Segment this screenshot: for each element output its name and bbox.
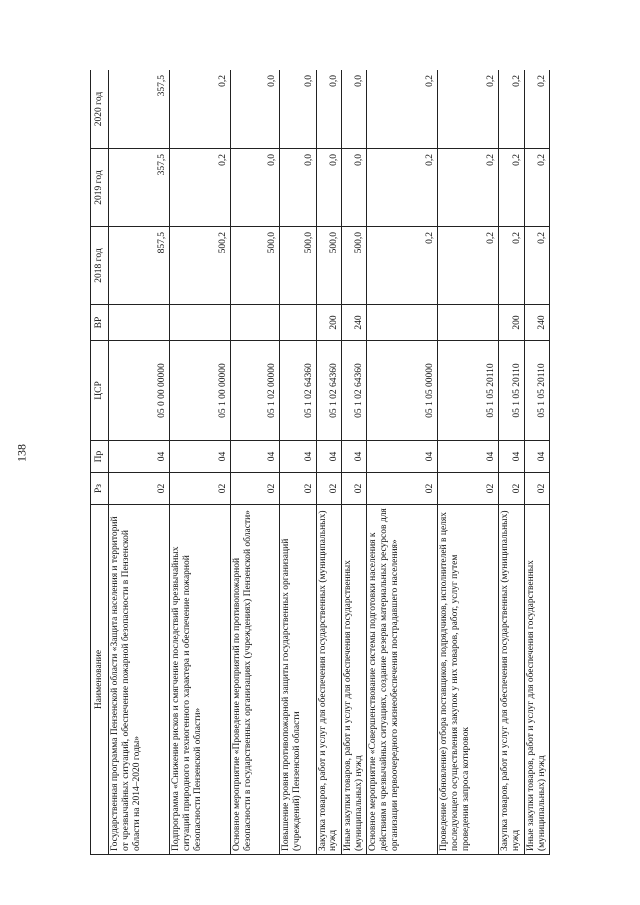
budget-table [90,70,550,855]
row-rz: 02 [499,473,524,505]
table-row [499,70,524,855]
row-name: Подпрограмма «Снижение рисков и смягчение последствий чрезвычайных ситуаций природного и техногенного характера и обеспечение пожарной безопасности Пензенской области» [170,505,231,855]
row-rz: 02 [109,473,170,505]
row-pr: 04 [170,441,231,473]
row-2020: 0,2 [524,70,549,149]
row-name: Основное мероприятие «Совершенствование системы подготовки населения к действиям в чрезвычайных ситуациях, создание резерва материальных ресурсов для организации первоочередного жизнеобеспечения пострадавшего населения» [367,505,438,855]
row-2020: 0,0 [279,70,316,149]
row-vr [367,305,438,341]
table-row [438,70,499,855]
row-vr [231,305,280,341]
row-2018: 0,2 [367,227,438,305]
row-csr: 05 1 02 64360 [279,341,316,441]
table-row [231,70,280,855]
row-2019: 357,5 [109,149,170,227]
row-2020: 0,0 [316,70,341,149]
row-2020: 0,0 [231,70,280,149]
table-row [341,70,366,855]
row-rz: 02 [279,473,316,505]
table-header-row [91,70,109,855]
header-2019: 2019 год [91,149,109,227]
row-csr: 05 1 05 20110 [499,341,524,441]
row-csr: 05 1 05 00000 [367,341,438,441]
row-name: Закупка товаров, работ и услуг для обеспечения государственных (муниципальных) нужд [499,505,524,855]
row-pr: 04 [231,441,280,473]
row-2019: 0,0 [341,149,366,227]
row-csr: 05 1 02 64360 [316,341,341,441]
row-pr: 04 [316,441,341,473]
row-2020: 357,5 [109,70,170,149]
row-pr: 04 [367,441,438,473]
row-name: Иные закупки товаров, работ и услуг для обеспечения государственных (муниципальных) нужд [524,505,549,855]
row-vr: 200 [316,305,341,341]
row-vr: 240 [524,305,549,341]
row-2018: 0,2 [499,227,524,305]
table-row [524,70,549,855]
row-csr: 05 0 00 00000 [109,341,170,441]
row-vr [109,305,170,341]
row-2019: 0,2 [170,149,231,227]
row-2018: 0,2 [438,227,499,305]
row-2019: 0,2 [524,149,549,227]
row-2018: 500,0 [316,227,341,305]
table-row [279,70,316,855]
row-2019: 0,2 [438,149,499,227]
page-number: 138 [14,443,29,462]
header-2018: 2018 год [91,227,109,305]
header-name: Наименование [91,505,109,855]
row-pr: 04 [499,441,524,473]
row-rz: 02 [170,473,231,505]
table-row [367,70,438,855]
row-rz: 02 [438,473,499,505]
row-pr: 04 [341,441,366,473]
page-number-area [0,0,44,905]
row-vr: 240 [341,305,366,341]
row-2019: 0,0 [316,149,341,227]
row-2020: 0,0 [341,70,366,149]
row-2020: 0,2 [438,70,499,149]
row-2019: 0,2 [499,149,524,227]
row-2018: 500,0 [279,227,316,305]
row-vr [438,305,499,341]
row-vr [279,305,316,341]
row-2020: 0,2 [499,70,524,149]
row-csr: 05 1 05 20110 [524,341,549,441]
row-rz: 02 [316,473,341,505]
row-pr: 04 [279,441,316,473]
row-pr: 04 [524,441,549,473]
row-2018: 857,5 [109,227,170,305]
row-2018: 0,2 [524,227,549,305]
header-rz: Рз [91,473,109,505]
row-csr: 05 1 02 64360 [341,341,366,441]
row-2019: 0,2 [367,149,438,227]
row-2019: 0,0 [279,149,316,227]
table-row [170,70,231,855]
row-rz: 02 [367,473,438,505]
row-name: Государственная программа Пензенской области «Защита населения и территорий от чрезвычайных ситуаций, обеспечение пожарной безопасности в Пензенской области на 2014–2020 годы» [109,505,170,855]
budget-table-area [90,70,550,855]
row-name: Повышение уровня противопожарной защиты государственных организаций (учреждений) Пензенской области [279,505,316,855]
row-pr: 04 [109,441,170,473]
header-vr: ВР [91,305,109,341]
row-name: Иные закупки товаров, работ и услуг для обеспечения государственных (муниципальных) нужд [341,505,366,855]
row-2020: 0,2 [170,70,231,149]
row-csr: 05 1 05 20110 [438,341,499,441]
row-rz: 02 [231,473,280,505]
row-vr [170,305,231,341]
header-csr: ЦСР [91,341,109,441]
rotated-page-content [90,70,550,855]
table-row [316,70,341,855]
header-pr: Пр [91,441,109,473]
row-name: Закупка товаров, работ и услуг для обеспечения государственных (муниципальных) нужд [316,505,341,855]
row-rz: 02 [524,473,549,505]
row-name: Основное мероприятие «Проведение мероприятий по противопожарной безопасности в государственных организациях (учреждениях) Пензенской области» [231,505,280,855]
row-rz: 02 [341,473,366,505]
row-csr: 05 1 00 00000 [170,341,231,441]
row-vr: 200 [499,305,524,341]
row-2019: 0,0 [231,149,280,227]
row-name: Проведение (обновление) отбора поставщиков, подрядчиков, исполнителей в целях последующего осуществления закупок у них товаров, работ, услуг путем проведения запроса котировок [438,505,499,855]
row-2018: 500,0 [341,227,366,305]
header-2020: 2020 год [91,70,109,149]
row-2020: 0,2 [367,70,438,149]
row-2018: 500,0 [231,227,280,305]
row-pr: 04 [438,441,499,473]
row-csr: 05 1 02 00000 [231,341,280,441]
table-row [109,70,170,855]
row-2018: 500,2 [170,227,231,305]
